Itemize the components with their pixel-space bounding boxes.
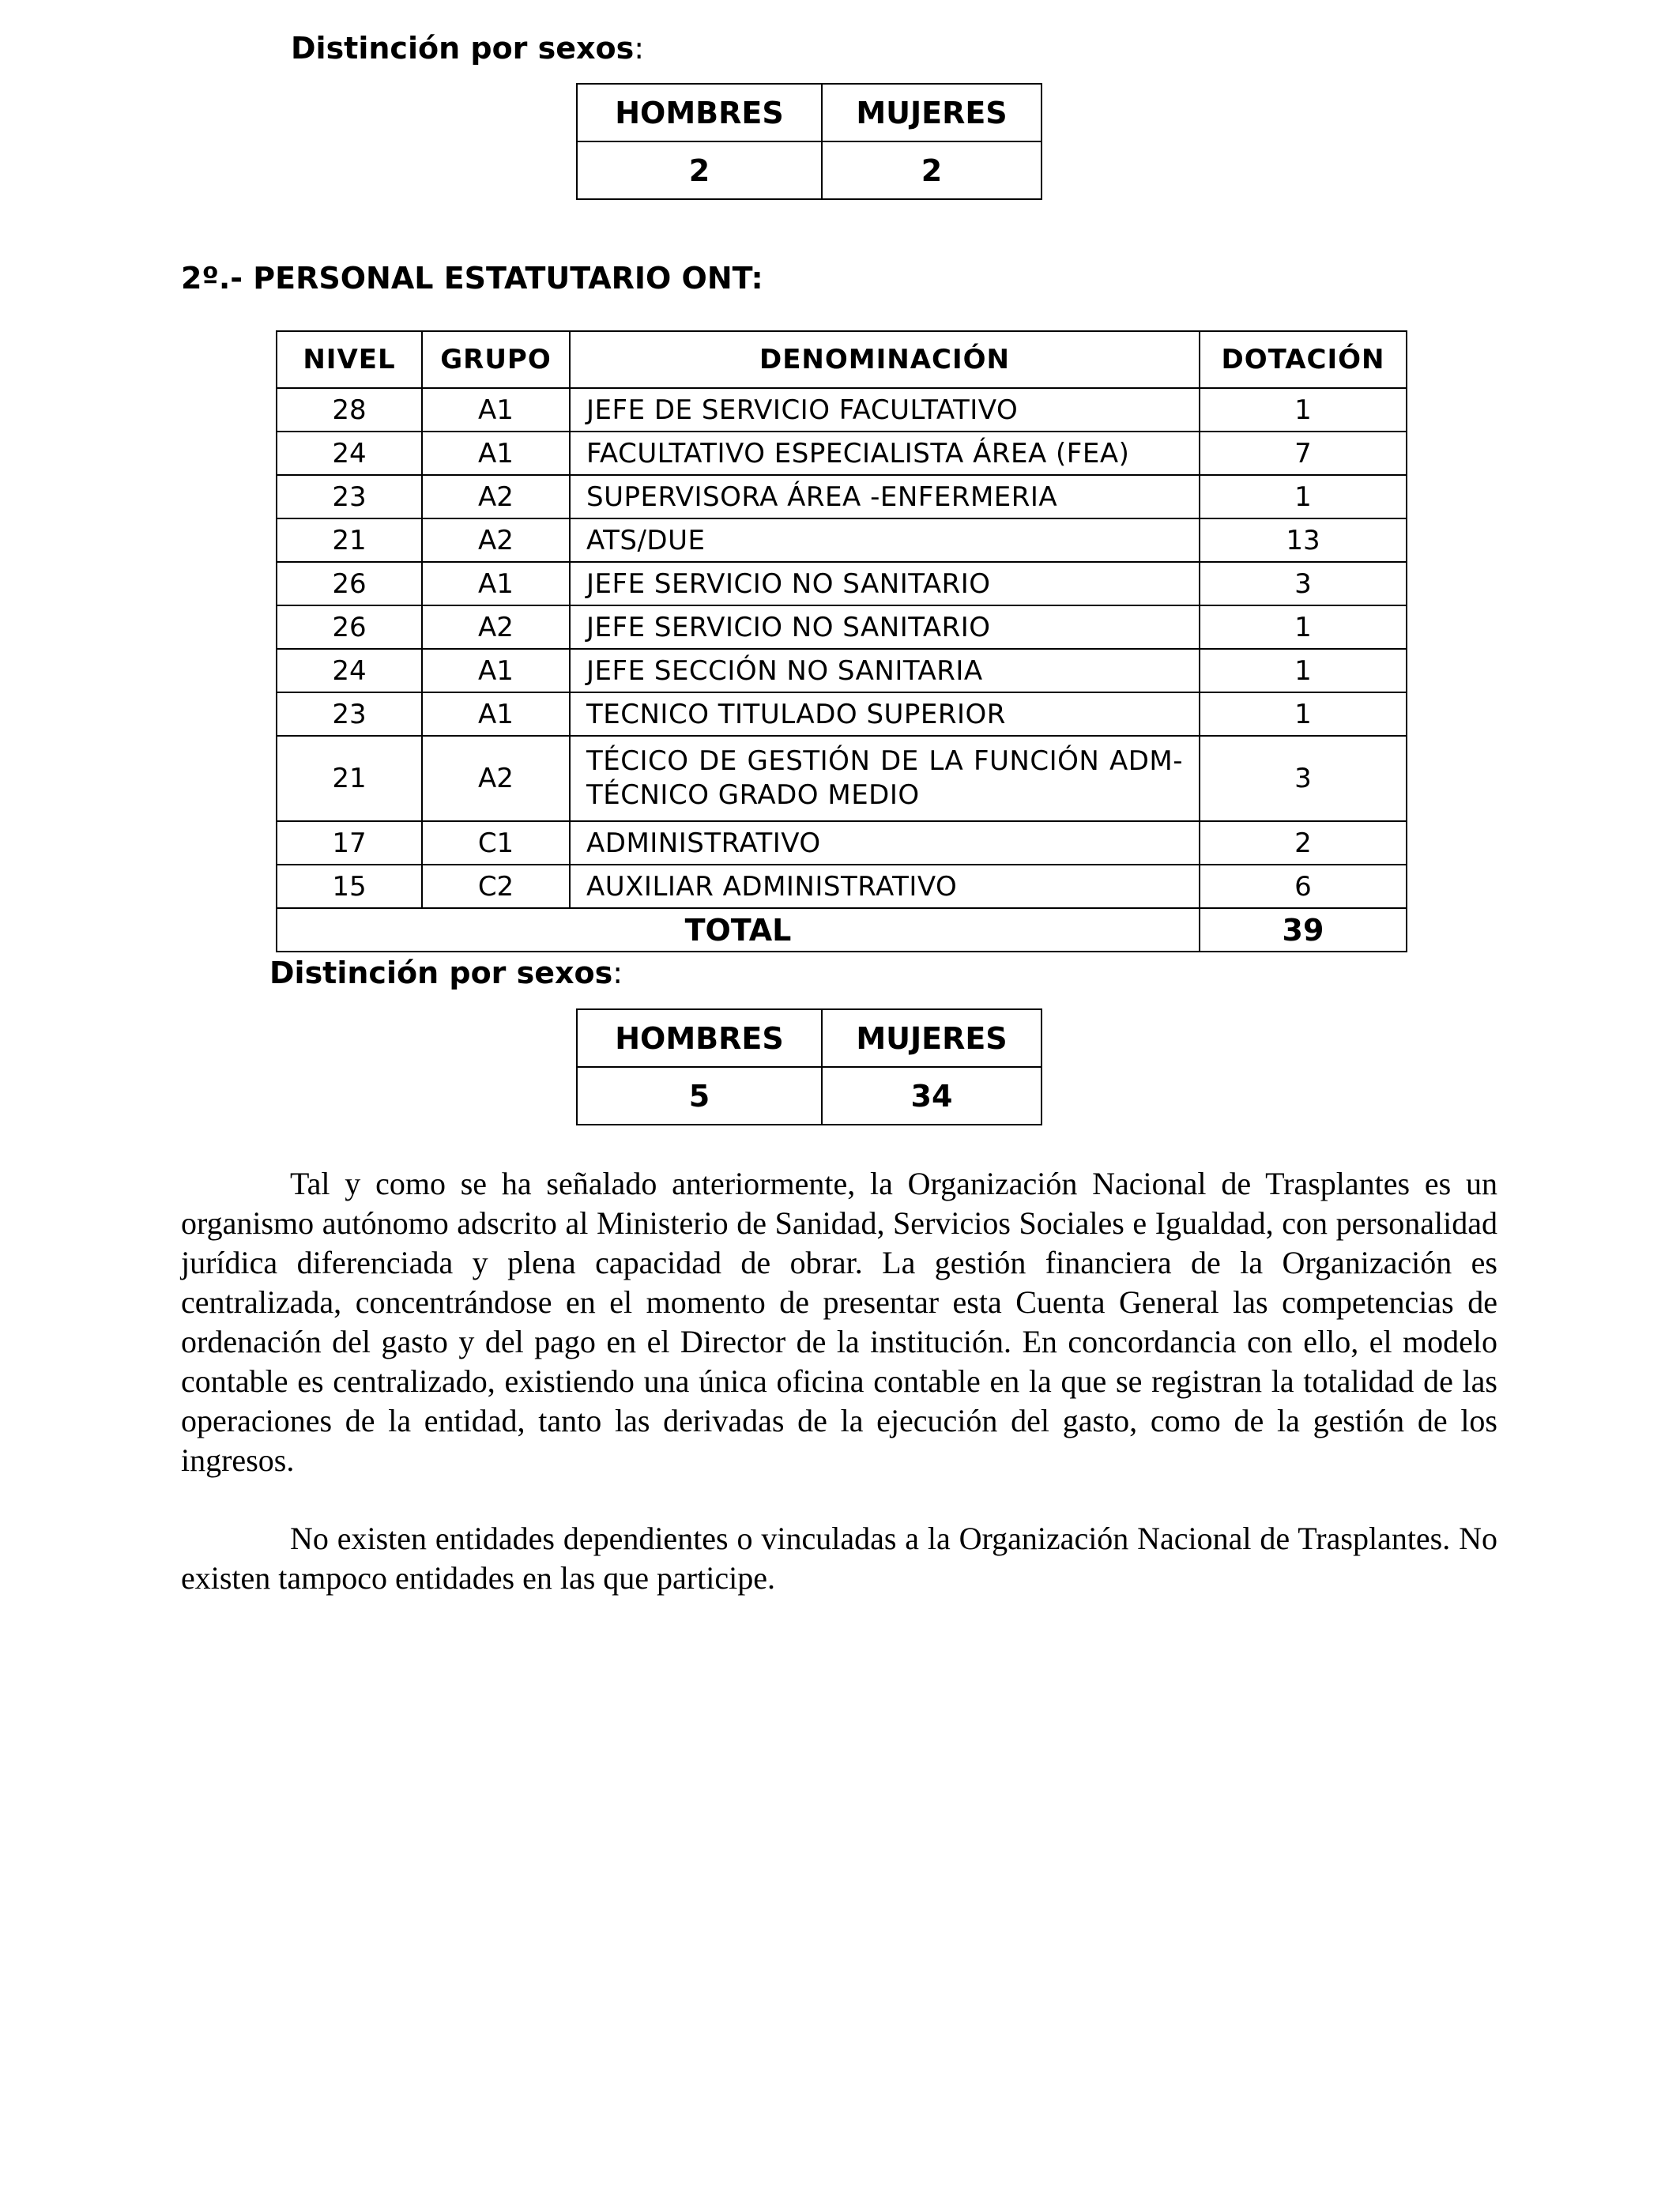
cell-denominacion: JEFE DE SERVICIO FACULTATIVO <box>570 388 1200 432</box>
header-nivel: NIVEL <box>277 331 422 388</box>
section-title-personal-estatutario: 2º.- PERSONAL ESTATUTARIO ONT: <box>181 261 763 296</box>
sex-distinction-table-2 <box>576 1008 1042 1125</box>
personal-estatutario-table <box>276 330 1407 952</box>
cell-grupo: A2 <box>422 518 570 562</box>
cell-denominacion: AUXILIAR ADMINISTRATIVO <box>570 865 1200 908</box>
table-row <box>277 865 1407 908</box>
body-paragraph-2: No existen entidades dependientes o vinculadas a la Organización Nacional de Trasplantes. No existen tampoco entidades en las que participe. <box>181 1521 1497 1596</box>
cell-dotacion: 1 <box>1200 475 1407 518</box>
value-mujeres: 2 <box>822 141 1042 199</box>
cell-grupo: A1 <box>422 432 570 475</box>
cell-nivel: 26 <box>277 562 422 605</box>
sex-distinction-heading-2: Distinción por sexos: <box>269 956 623 990</box>
table-row <box>277 432 1407 475</box>
cell-grupo: A1 <box>422 649 570 692</box>
header-mujeres: MUJERES <box>822 1009 1042 1067</box>
cell-grupo: A1 <box>422 388 570 432</box>
header-denominacion: DENOMINACIÓN <box>570 331 1200 388</box>
total-row <box>277 908 1407 952</box>
table-row <box>577 141 1042 199</box>
cell-dotacion: 1 <box>1200 692 1407 736</box>
cell-dotacion: 1 <box>1200 605 1407 649</box>
header-dotacion: DOTACIÓN <box>1200 331 1407 388</box>
cell-denominacion: ATS/DUE <box>570 518 1200 562</box>
cell-grupo: C2 <box>422 865 570 908</box>
table-header-row <box>577 1009 1042 1067</box>
cell-grupo: A2 <box>422 475 570 518</box>
cell-nivel: 23 <box>277 475 422 518</box>
cell-dotacion: 6 <box>1200 865 1407 908</box>
cell-denominacion: TECNICO TITULADO SUPERIOR <box>570 692 1200 736</box>
cell-nivel: 15 <box>277 865 422 908</box>
sex-distinction-table-1 <box>576 83 1042 200</box>
value-mujeres: 34 <box>822 1067 1042 1125</box>
header-mujeres: MUJERES <box>822 84 1042 141</box>
cell-dotacion: 1 <box>1200 649 1407 692</box>
cell-dotacion: 7 <box>1200 432 1407 475</box>
table-row <box>277 562 1407 605</box>
cell-dotacion: 2 <box>1200 821 1407 865</box>
cell-nivel: 21 <box>277 518 422 562</box>
cell-dotacion: 13 <box>1200 518 1407 562</box>
table-header-row <box>277 331 1407 388</box>
value-hombres: 5 <box>577 1067 822 1125</box>
cell-nivel: 23 <box>277 692 422 736</box>
cell-grupo: A2 <box>422 736 570 821</box>
cell-nivel: 28 <box>277 388 422 432</box>
cell-denominacion: JEFE SERVICIO NO SANITARIO <box>570 562 1200 605</box>
table-row <box>277 475 1407 518</box>
cell-dotacion: 3 <box>1200 736 1407 821</box>
cell-dotacion: 1 <box>1200 388 1407 432</box>
cell-dotacion: 3 <box>1200 562 1407 605</box>
sex-distinction-heading-1: Distinción por sexos: <box>291 31 645 66</box>
cell-denominacion: SUPERVISORA ÁREA -ENFERMERIA <box>570 475 1200 518</box>
cell-nivel: 26 <box>277 605 422 649</box>
table-row <box>277 736 1407 821</box>
header-grupo: GRUPO <box>422 331 570 388</box>
body-paragraph-1: Tal y como se ha señalado anteriormente, la Organización Nacional de Trasplantes es un organismo autónomo adscrito al Ministerio de Sanidad, Servicios Sociales e Igualdad, con personalidad jurídica diferenciada y plena capacidad de obrar. La gestión financiera de la Organización es centralizada, concentrándose en el momento de presentar esta Cuenta General las competencias de ordenación del gasto y del pago en el Director de la institución. En concordancia con ello, el modelo contable es centralizado, existiendo una única oficina contable en la que se registran la totalidad de las operaciones de la entidad, tanto las derivadas de la ejecución del gasto, como de la gestión de los ingresos. <box>181 1166 1497 1478</box>
cell-nivel: 21 <box>277 736 422 821</box>
cell-grupo: C1 <box>422 821 570 865</box>
cell-nivel: 24 <box>277 432 422 475</box>
cell-grupo: A1 <box>422 562 570 605</box>
cell-denominacion: TÉCICO DE GESTIÓN DE LA FUNCIÓN ADM- TÉCNICO GRADO MEDIO <box>570 736 1200 821</box>
header-hombres: HOMBRES <box>577 1009 822 1067</box>
cell-nivel: 24 <box>277 649 422 692</box>
header-hombres: HOMBRES <box>577 84 822 141</box>
cell-denominacion: JEFE SERVICIO NO SANITARIO <box>570 605 1200 649</box>
cell-denominacion: JEFE SECCIÓN NO SANITARIA <box>570 649 1200 692</box>
table-row <box>277 649 1407 692</box>
cell-grupo: A2 <box>422 605 570 649</box>
cell-denominacion: FACULTATIVO ESPECIALISTA ÁREA (FEA) <box>570 432 1200 475</box>
total-label: TOTAL <box>277 908 1200 952</box>
total-value: 39 <box>1200 908 1407 952</box>
cell-denominacion: ADMINISTRATIVO <box>570 821 1200 865</box>
table-row <box>277 605 1407 649</box>
table-row <box>577 1067 1042 1125</box>
cell-nivel: 17 <box>277 821 422 865</box>
table-header-row <box>577 84 1042 141</box>
cell-grupo: A1 <box>422 692 570 736</box>
table-row <box>277 821 1407 865</box>
table-row <box>277 388 1407 432</box>
table-row <box>277 518 1407 562</box>
value-hombres: 2 <box>577 141 822 199</box>
table-row <box>277 692 1407 736</box>
